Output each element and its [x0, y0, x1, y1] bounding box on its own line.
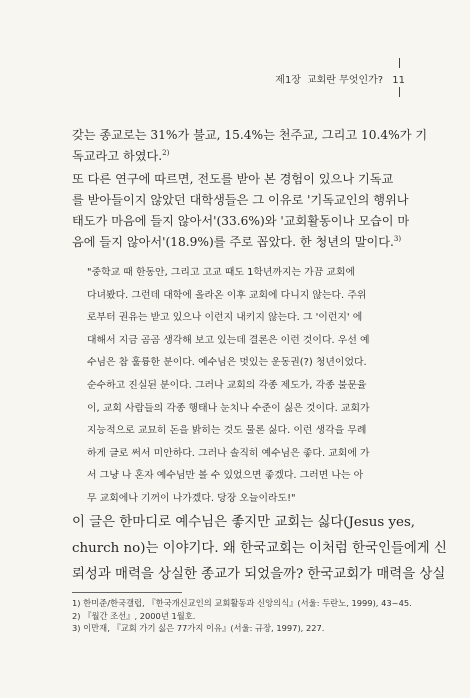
footnote-ref: 3): [393, 234, 402, 243]
quote-line: 순수하고 진실된 분이다. 그러나 교회의 각종 제도가, 각종 불문율: [87, 379, 367, 391]
paragraph-3: [72, 510, 447, 588]
quote-line: 지능적으로 교묘히 돈을 밝히는 것도 물론 싫다. 이런 생각을 무례: [87, 425, 367, 437]
page-number: 11: [392, 75, 405, 86]
footnote: 3) 이만재, 『교회 가기 싫은 77가지 이유』(서울: 규장, 1997), 227.: [72, 623, 325, 633]
header-rule-bottom: [399, 87, 400, 97]
chapter-title: 교회란 무엇인가?: [306, 75, 384, 86]
paragraph-line: 뢰성과 매력을 상실한 종교가 되었을까? 한국교회가 매력을 상실: [72, 567, 446, 582]
quote-line: 대해서 지금 곰곰 생각해 보고 있는데 결론은 이런 것이다. 우선 예: [87, 334, 370, 346]
footnotes: [72, 597, 412, 635]
footnote: 2) 『월간 조선』, 2000년 1월호.: [72, 610, 196, 621]
paragraph-line: 태도가 마음에 들지 않아서'(33.6%)와 '교회활동이나 모습이 마: [72, 214, 410, 228]
paragraph-line: church no)는 이야기다. 왜 한국교회는 이처럼 한국인들에게 신: [72, 541, 447, 556]
paragraph-line: 갖는 종교로는 31%가 불교, 15.4%는 천주교, 그리고 10.4%가 기: [72, 128, 428, 142]
paragraph-line: 음에 들지 않아서'(18.9%)를 주로 꼽았다. 한 청년의 말이다.$^{3)}$: [72, 234, 402, 249]
paragraph-line: 이 글은 한마디로 예수님은 좋지만 교회는 싫다(Jesus yes,: [72, 515, 416, 530]
paragraph-line: 또 다른 연구에 따르면, 전도를 받아 본 경험이 있으나 기독교: [72, 172, 394, 186]
quote-line: 이, 교회 사람들의 각종 행태나 눈치나 수준이 싫은 것이다. 교회가: [87, 402, 370, 414]
footnote-divider: [72, 592, 182, 593]
paragraph-line: 독교라고 하였다.$^{2)}$: [72, 148, 170, 163]
paragraph-1: [72, 125, 428, 167]
running-header: [250, 71, 405, 86]
footnote: 1) 한미준/한국갤럽, 『한국개신교인의 교회활동과 신앙의식』(서울: 두란노, 1999), 43~45.: [72, 598, 412, 608]
quote-line: 서 그냥 나 혼자 예수님만 볼 수 있었으면 좋겠다. 그러면 나는 아: [87, 470, 364, 482]
quote-line: 로부터 권유는 받고 있으나 이런지 내키지 않는다. 그 '이런지' 에: [87, 312, 363, 324]
footnote-ref: 2): [162, 148, 170, 157]
quote-line: 하게 글로 써서 미안하다. 그러나 솔직히 예수님은 좋다. 교회에 가: [87, 447, 370, 459]
header-rule-top: [399, 58, 400, 68]
quote-line: 수님은 참 훌륭한 분이다. 예수님은 멋있는 운동권(?) 청년이었다.: [87, 357, 367, 369]
chapter-label: 제1장: [275, 75, 301, 86]
paragraph-2: [72, 169, 410, 253]
quote-line: 다녀봤다. 그런데 대학에 올라온 이후 교회에 다니지 않는다. 주위: [87, 289, 367, 301]
block-quote: [87, 262, 387, 511]
paragraph-line: 를 받아들이지 않았던 대학생들은 그 이유로 '기독교인의 행위나: [72, 193, 409, 207]
quote-line: 무 교회에나 기꺼이 나가겠다. 당장 오늘이라도!": [87, 492, 296, 504]
quote-line: "중학교 때 한동안, 그리고 고교 때도 1학년까지는 가끔 교회에: [87, 267, 356, 278]
